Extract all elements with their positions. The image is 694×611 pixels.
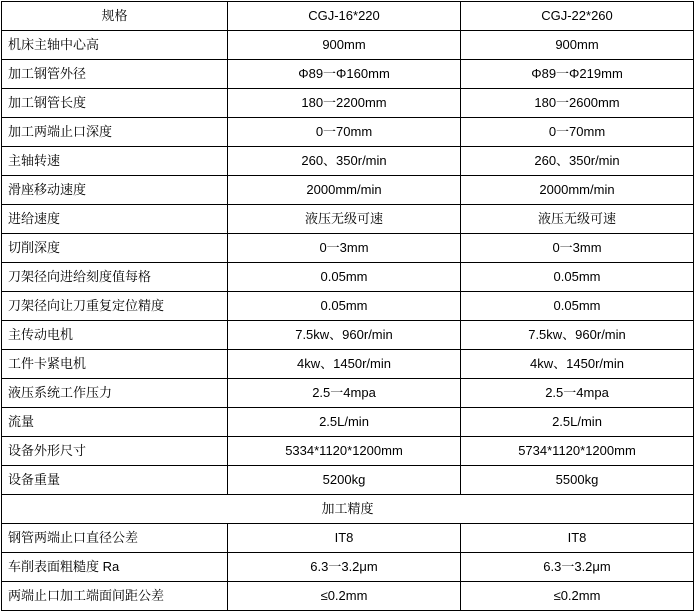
row-value: 2.5一4mpa bbox=[228, 379, 461, 408]
table-row bbox=[2, 292, 694, 321]
table-row bbox=[2, 60, 694, 89]
row-value: 7.5kw、960r/min bbox=[461, 321, 694, 350]
row-value: 液压无级可速 bbox=[461, 205, 694, 234]
row-value: 2000mm/min bbox=[461, 176, 694, 205]
row-value: 6.3一3.2μm bbox=[228, 553, 461, 582]
row-value: 7.5kw、960r/min bbox=[228, 321, 461, 350]
row-label: 机床主轴中心高 bbox=[2, 31, 228, 60]
row-value: 0.05mm bbox=[461, 292, 694, 321]
row-label: 设备重量 bbox=[2, 466, 228, 495]
row-value: 5334*1120*1200mm bbox=[228, 437, 461, 466]
row-label: 两端止口加工端面间距公差 bbox=[2, 582, 228, 611]
table-row bbox=[2, 118, 694, 147]
row-label: 加工钢管外径 bbox=[2, 60, 228, 89]
table-row bbox=[2, 553, 694, 582]
table-row bbox=[2, 234, 694, 263]
row-value: 0一70mm bbox=[461, 118, 694, 147]
row-value: 4kw、1450r/min bbox=[461, 350, 694, 379]
row-value: 4kw、1450r/min bbox=[228, 350, 461, 379]
row-value: 2.5L/min bbox=[228, 408, 461, 437]
row-label: 刀架径向让刀重复定位精度 bbox=[2, 292, 228, 321]
row-value: 0.05mm bbox=[461, 263, 694, 292]
table-row bbox=[2, 524, 694, 553]
section-label: 加工精度 bbox=[2, 495, 694, 524]
row-value: ≤0.2mm bbox=[461, 582, 694, 611]
table-row bbox=[2, 263, 694, 292]
table-row bbox=[2, 466, 694, 495]
row-label: 工件卡紧电机 bbox=[2, 350, 228, 379]
row-value: ≤0.2mm bbox=[228, 582, 461, 611]
table-row bbox=[2, 379, 694, 408]
table-header-row bbox=[2, 2, 694, 31]
row-value: 900mm bbox=[461, 31, 694, 60]
row-value: 0一3mm bbox=[228, 234, 461, 263]
table-row bbox=[2, 321, 694, 350]
row-value: 0.05mm bbox=[228, 263, 461, 292]
row-value: 2000mm/min bbox=[228, 176, 461, 205]
table-row bbox=[2, 205, 694, 234]
row-label: 切削深度 bbox=[2, 234, 228, 263]
row-value: 6.3一3.2μm bbox=[461, 553, 694, 582]
row-value: 5734*1120*1200mm bbox=[461, 437, 694, 466]
row-label: 加工钢管长度 bbox=[2, 89, 228, 118]
specification-table bbox=[1, 1, 694, 611]
table-body bbox=[2, 2, 694, 611]
row-value: IT8 bbox=[461, 524, 694, 553]
row-value: 0一3mm bbox=[461, 234, 694, 263]
row-value: Φ89一Φ219mm bbox=[461, 60, 694, 89]
table-row bbox=[2, 89, 694, 118]
row-label: 进给速度 bbox=[2, 205, 228, 234]
section-row bbox=[2, 495, 694, 524]
row-label: 流量 bbox=[2, 408, 228, 437]
column-header: CGJ-22*260 bbox=[461, 2, 694, 31]
row-value: IT8 bbox=[228, 524, 461, 553]
row-label: 车削表面粗糙度 Ra bbox=[2, 553, 228, 582]
row-label: 液压系统工作压力 bbox=[2, 379, 228, 408]
row-value: 液压无级可速 bbox=[228, 205, 461, 234]
row-value: 180一2600mm bbox=[461, 89, 694, 118]
row-value: 0一70mm bbox=[228, 118, 461, 147]
column-header: 规格 bbox=[2, 2, 228, 31]
row-value: 260、350r/min bbox=[228, 147, 461, 176]
row-label: 加工两端止口深度 bbox=[2, 118, 228, 147]
row-label: 滑座移动速度 bbox=[2, 176, 228, 205]
table-row bbox=[2, 350, 694, 379]
row-label: 设备外形尺寸 bbox=[2, 437, 228, 466]
row-value: 5500kg bbox=[461, 466, 694, 495]
row-label: 主传动电机 bbox=[2, 321, 228, 350]
row-label: 主轴转速 bbox=[2, 147, 228, 176]
table-row bbox=[2, 582, 694, 611]
row-value: 2.5一4mpa bbox=[461, 379, 694, 408]
row-value: 0.05mm bbox=[228, 292, 461, 321]
column-header: CGJ-16*220 bbox=[228, 2, 461, 31]
row-label: 刀架径向进给刻度值每格 bbox=[2, 263, 228, 292]
row-value: Φ89一Φ160mm bbox=[228, 60, 461, 89]
table-row bbox=[2, 176, 694, 205]
table-row bbox=[2, 31, 694, 60]
row-value: 180一2200mm bbox=[228, 89, 461, 118]
table-row bbox=[2, 147, 694, 176]
row-label: 钢管两端止口直径公差 bbox=[2, 524, 228, 553]
table-row bbox=[2, 437, 694, 466]
row-value: 2.5L/min bbox=[461, 408, 694, 437]
row-value: 5200kg bbox=[228, 466, 461, 495]
table-row bbox=[2, 408, 694, 437]
row-value: 900mm bbox=[228, 31, 461, 60]
row-value: 260、350r/min bbox=[461, 147, 694, 176]
